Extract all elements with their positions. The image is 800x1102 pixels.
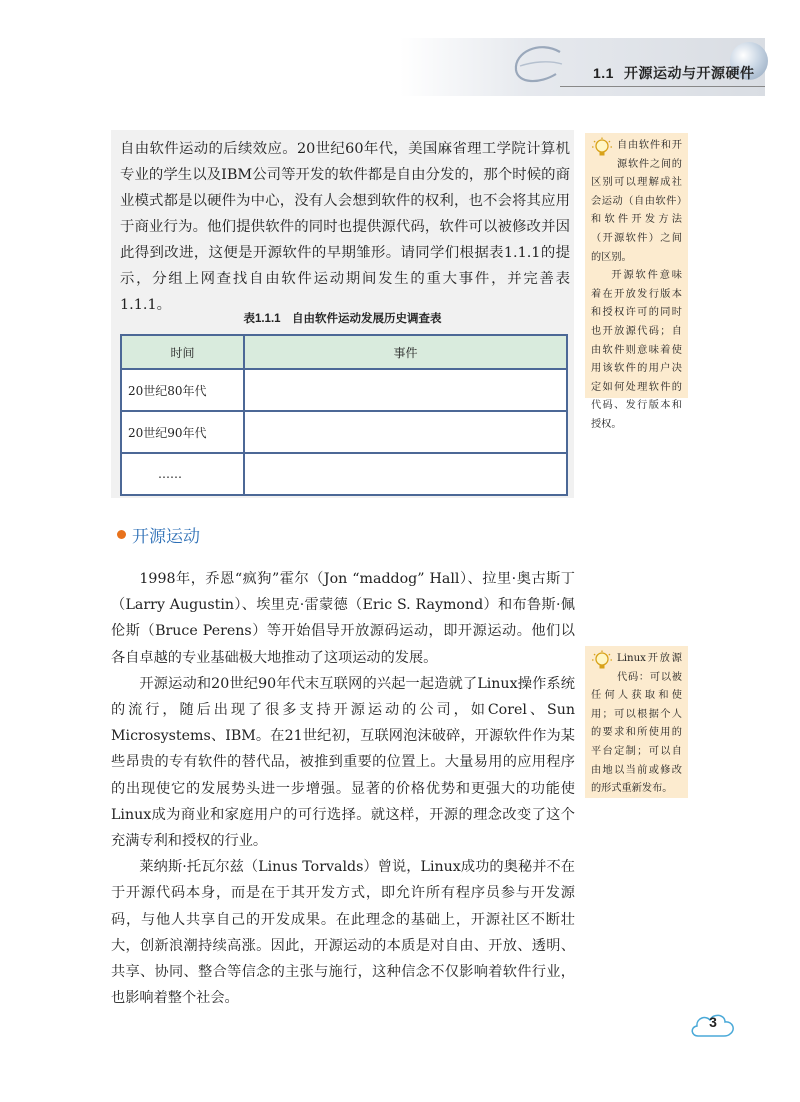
note1-text-1: 自由软件和开源软件之间的区别可以理解成社会运动（自由软件）和软件开发方法（开源软件）之间的区别。	[591, 140, 682, 263]
cell-event[interactable]	[244, 411, 567, 453]
header-event: 事件	[244, 335, 567, 369]
note2-text: Linux开放源代码：可以被任何人获取和使用；可以根据个人的要求和所使用的平台定制；可以自由地以当前或修改的形式重新发布。	[591, 653, 682, 795]
paragraph-1: 1998年，乔恩“疯狗”霍尔（Jon “maddog” Hall）、拉里·奥古斯丁（Larry Augustin）、埃里克·雷蒙德（Eric S. Raymond）和布鲁斯·佩伦斯（Bruce Perens）等开始倡导开放源码运动，即开源运动。他们以各自卓越的专业基础极大地推动了这项运动的发展。	[111, 571, 575, 666]
header-time: 时间	[121, 335, 244, 369]
section-header-title: 开源运动与开源硬件	[623, 65, 755, 81]
cell-time: ……	[121, 453, 244, 495]
table-row	[121, 369, 567, 411]
cell-time: 20世纪80年代	[121, 369, 244, 411]
lightbulb-icon	[591, 650, 613, 672]
running-header	[593, 63, 754, 83]
table-row	[121, 411, 567, 453]
side-note-2	[585, 646, 688, 798]
section-number: 1.1	[593, 65, 614, 81]
body-text	[111, 566, 575, 1011]
swoosh-logo-icon	[510, 44, 566, 86]
cell-time: 20世纪90年代	[121, 411, 244, 453]
lightbulb-icon	[591, 137, 613, 159]
survey-table	[120, 334, 568, 496]
table-row	[121, 453, 567, 495]
cell-event[interactable]	[244, 453, 567, 495]
table-header-row	[121, 335, 567, 369]
page-number: 3	[709, 1014, 717, 1030]
section-title: 开源运动	[132, 527, 200, 546]
header-divider	[560, 86, 765, 87]
paragraph-2: 开源运动和20世纪90年代末互联网的兴起一起造就了Linux操作系统的流行，随后出现了很多支持开源运动的公司，如Corel、Sun Microsystems、IBM。在21世纪初，互联网泡沫破碎，开源软件作为某些昂贵的专有软件的替代品，被推到重要的位置上。大量易用的应用程序的出现使它的发展势头进一步增强。显著的价格优势和更强大的功能使Linux成为商业和家庭用户的可行选择。就这样，开源的理念改变了这个充满专利和授权的行业。	[111, 675, 575, 850]
activity-paragraph: 自由软件运动的后续效应。20世纪60年代，美国麻省理工学院计算机专业的学生以及IBM公司等开发的软件都是自由分发的，那个时候的商业模式都是以硬件为中心，没有人会想到软件的权利，也不会将其应用于商业行为。他们提供软件的同时也提供源代码，软件可以被修改并因此得到改进，这便是开源软件的早期雏形。请同学们根据表1.1.1的提示，分组上网查找自由软件运动期间发生的重大事件，并完善表1.1.1。	[120, 141, 570, 313]
table-caption: 表1.1.1 自由软件运动发展历史调查表	[243, 313, 442, 325]
section-bullet	[117, 530, 126, 539]
cell-event[interactable]	[244, 369, 567, 411]
side-note-1	[585, 133, 688, 430]
note1-text-2: 开源软件意味着在开放发行版本和授权许可的同时也开放源代码；自由软件则意味着使用该软件的用户决定如何处理软件的代码、发行版本和授权。	[591, 270, 682, 430]
paragraph-3: 莱纳斯·托瓦尔兹（Linus Torvalds）曾说，Linux成功的奥秘并不在于开源代码本身，而是在于其开发方式，即允许所有程序员参与开发源码，与他人共享自己的开发成果。在此理念的基础上，开源社区不断壮大，创新浪潮持续高涨。因此，开源运动的本质是对自由、开放、透明、共享、协同、整合等信念的主张与施行，这种信念不仅影响着软件行业，也影响着整个社会。	[111, 859, 575, 1007]
